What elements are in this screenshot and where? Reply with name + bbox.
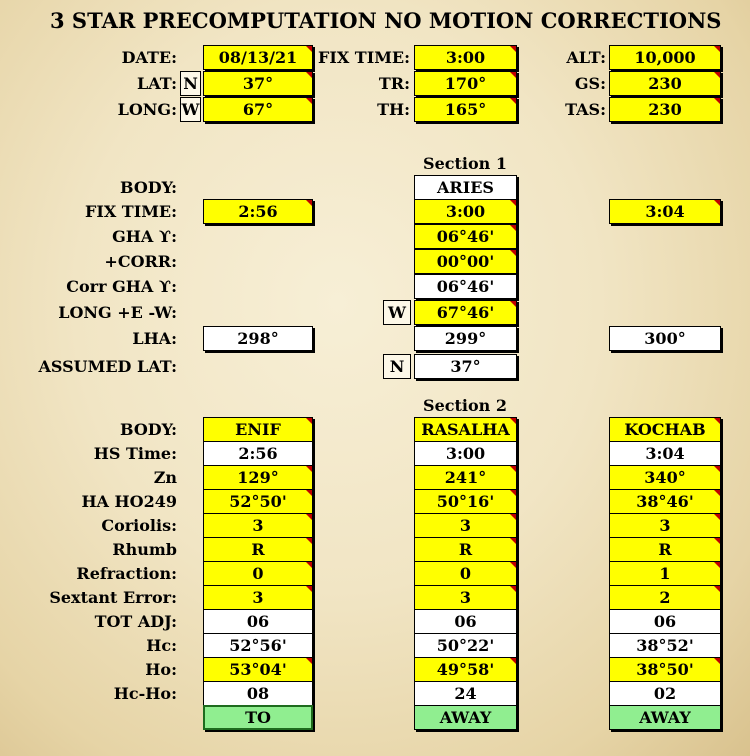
page-title: 3 STAR PRECOMPUTATION NO MOTION CORRECTIONS: [50, 8, 722, 33]
s2-result-1[interactable]: TO: [203, 705, 313, 730]
s1-long-hemisphere[interactable]: W: [383, 300, 411, 325]
gha-label: GHA ϒ:: [112, 227, 177, 246]
gs-field[interactable]: 230: [609, 71, 721, 96]
tas-field[interactable]: 230: [609, 97, 721, 122]
s2-hc-ho-1[interactable]: 08: [203, 681, 313, 706]
long-ew-label: LONG +E -W:: [58, 303, 177, 322]
tas-label: TAS:: [565, 100, 606, 119]
section-2-heading: Section 2: [423, 396, 507, 415]
lat-hemisphere[interactable]: N: [180, 71, 201, 96]
s2-label-6: Refraction:: [76, 564, 177, 583]
fix-time-label: FIX TIME:: [317, 48, 410, 67]
tr-label: TR:: [378, 74, 410, 93]
s1-fix-time-3[interactable]: 3:04: [609, 199, 721, 224]
gha-field[interactable]: 06°46': [414, 224, 517, 249]
lat-label: LAT:: [136, 74, 177, 93]
s2-zn-2[interactable]: 241°: [414, 465, 517, 490]
s2-label-9: Hc:: [146, 636, 177, 655]
s1-body-field[interactable]: ARIES: [414, 175, 517, 200]
long-field[interactable]: 67°: [203, 97, 313, 122]
lat-field[interactable]: 37°: [203, 71, 313, 96]
assumed-lat-label: ASSUMED LAT:: [38, 357, 177, 376]
s2-hc-1[interactable]: 52°56': [203, 633, 313, 658]
s2-refraction-1[interactable]: 0: [203, 561, 313, 586]
s2-hc-2[interactable]: 50°22': [414, 633, 517, 658]
s2-tot-adj-1[interactable]: 06: [203, 609, 313, 634]
s2-label-0: BODY:: [120, 420, 177, 439]
s2-hc-3[interactable]: 38°52': [609, 633, 721, 658]
s2-body-2[interactable]: RASALHA: [414, 417, 517, 442]
s2-zn-1[interactable]: 129°: [203, 465, 313, 490]
assumed-lat-field[interactable]: 37°: [414, 354, 517, 379]
corr-field[interactable]: 00°00': [414, 249, 517, 274]
s2-sextant-error-2[interactable]: 3: [414, 585, 517, 610]
assumed-lat-hemisphere[interactable]: N: [383, 354, 411, 379]
s2-tot-adj-3[interactable]: 06: [609, 609, 721, 634]
s2-refraction-3[interactable]: 1: [609, 561, 721, 586]
s2-rhumb-3[interactable]: R: [609, 537, 721, 562]
s2-hs-time-2[interactable]: 3:00: [414, 441, 517, 466]
corr-gha-label: Corr GHA ϒ:: [66, 277, 177, 296]
s2-coriolis-1[interactable]: 3: [203, 513, 313, 538]
s2-label-4: Coriolis:: [101, 516, 177, 535]
s2-body-3[interactable]: KOCHAB: [609, 417, 721, 442]
s2-label-7: Sextant Error:: [49, 588, 177, 607]
date-label: DATE:: [121, 48, 177, 67]
th-label: TH:: [377, 100, 410, 119]
s2-hs-time-3[interactable]: 3:04: [609, 441, 721, 466]
alt-label: ALT:: [566, 48, 606, 67]
s2-label-2: Zn: [153, 468, 177, 487]
s2-sextant-error-3[interactable]: 2: [609, 585, 721, 610]
s2-ha-ho249-2[interactable]: 50°16': [414, 489, 517, 514]
s2-ha-ho249-3[interactable]: 38°46': [609, 489, 721, 514]
s2-ha-ho249-1[interactable]: 52°50': [203, 489, 313, 514]
s2-ho-1[interactable]: 53°04': [203, 657, 313, 682]
s2-ho-3[interactable]: 38°50': [609, 657, 721, 682]
th-field[interactable]: 165°: [414, 97, 517, 122]
s2-coriolis-2[interactable]: 3: [414, 513, 517, 538]
long-label: LONG:: [117, 100, 177, 119]
alt-field[interactable]: 10,000: [609, 45, 721, 70]
s2-body-1[interactable]: ENIF: [203, 417, 313, 442]
s1-fix-time-label: FIX TIME:: [84, 202, 177, 221]
s2-label-8: TOT ADJ:: [94, 612, 177, 631]
s1-fix-time-1[interactable]: 2:56: [203, 199, 313, 224]
corr-gha-field[interactable]: 06°46': [414, 274, 517, 299]
corr-label: +CORR:: [104, 252, 177, 271]
s2-rhumb-2[interactable]: R: [414, 537, 517, 562]
s2-label-10: Ho:: [145, 660, 177, 679]
s2-label-1: HS Time:: [93, 444, 177, 463]
s2-label-11: Hc-Ho:: [113, 684, 177, 703]
s1-long-field[interactable]: 67°46': [414, 300, 517, 325]
s2-sextant-error-1[interactable]: 3: [203, 585, 313, 610]
gs-label: GS:: [574, 74, 606, 93]
s2-coriolis-3[interactable]: 3: [609, 513, 721, 538]
lha-label: LHA:: [132, 329, 177, 348]
s2-hc-ho-3[interactable]: 02: [609, 681, 721, 706]
s2-refraction-2[interactable]: 0: [414, 561, 517, 586]
s2-rhumb-1[interactable]: R: [203, 537, 313, 562]
fix-time-field[interactable]: 3:00: [414, 45, 517, 70]
s2-label-3: HA HO249: [81, 492, 177, 511]
s2-ho-2[interactable]: 49°58': [414, 657, 517, 682]
lha-2[interactable]: 299°: [414, 326, 517, 351]
long-hemisphere[interactable]: W: [180, 97, 201, 122]
s2-hs-time-1[interactable]: 2:56: [203, 441, 313, 466]
s2-result-2[interactable]: AWAY: [414, 705, 517, 730]
s2-zn-3[interactable]: 340°: [609, 465, 721, 490]
section-1-heading: Section 1: [423, 154, 507, 173]
s1-fix-time-2[interactable]: 3:00: [414, 199, 517, 224]
lha-1[interactable]: 298°: [203, 326, 313, 351]
s2-hc-ho-2[interactable]: 24: [414, 681, 517, 706]
lha-3[interactable]: 300°: [609, 326, 721, 351]
date-field[interactable]: 08/13/21: [203, 45, 313, 70]
s1-body-label: BODY:: [120, 178, 177, 197]
s2-result-3[interactable]: AWAY: [609, 705, 721, 730]
s2-tot-adj-2[interactable]: 06: [414, 609, 517, 634]
s2-label-5: Rhumb: [112, 540, 177, 559]
tr-field[interactable]: 170°: [414, 71, 517, 96]
